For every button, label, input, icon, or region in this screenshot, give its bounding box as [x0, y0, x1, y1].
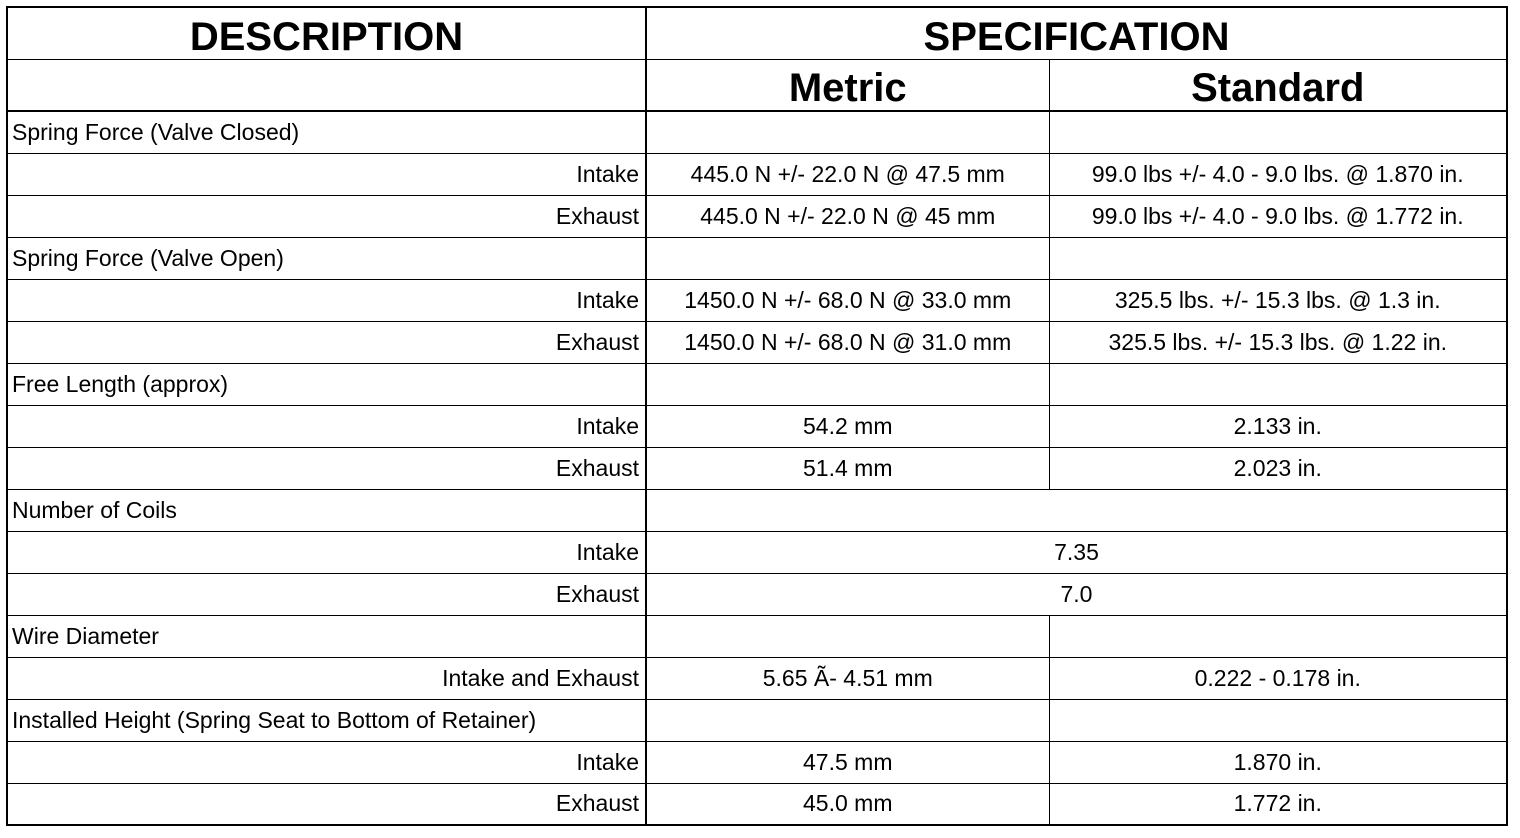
table-row: [7, 741, 1507, 783]
empty-cell: [646, 699, 1049, 741]
metric-value: 51.4 mm: [646, 447, 1049, 489]
row-label: Intake and Exhaust: [7, 657, 646, 699]
standard-value: 99.0 lbs +/- 4.0 - 9.0 lbs. @ 1.870 in.: [1049, 153, 1507, 195]
standard-value: 99.0 lbs +/- 4.0 - 9.0 lbs. @ 1.772 in.: [1049, 195, 1507, 237]
standard-value: 2.133 in.: [1049, 405, 1507, 447]
empty-cell: [1049, 111, 1507, 153]
empty-cell: [646, 615, 1049, 657]
specification-header: SPECIFICATION: [646, 7, 1507, 59]
table-row: [7, 573, 1507, 615]
empty-cell: [1049, 699, 1507, 741]
metric-value: 45.0 mm: [646, 783, 1049, 825]
row-label: Exhaust: [7, 321, 646, 363]
table-row: [7, 783, 1507, 825]
section-title: Installed Height (Spring Seat to Bottom of Retainer): [7, 699, 646, 741]
table-row: [7, 153, 1507, 195]
empty-cell: [646, 111, 1049, 153]
metric-value: 47.5 mm: [646, 741, 1049, 783]
metric-value: 5.65 Ã- 4.51 mm: [646, 657, 1049, 699]
section-row: [7, 615, 1507, 657]
section-row: [7, 699, 1507, 741]
row-label: Intake: [7, 405, 646, 447]
description-header-blank: [7, 59, 646, 111]
section-title: Number of Coils: [7, 489, 646, 531]
row-label: Intake: [7, 153, 646, 195]
header-row-units: [7, 59, 1507, 111]
empty-cell: [1049, 615, 1507, 657]
empty-cell: [1049, 237, 1507, 279]
row-label: Exhaust: [7, 447, 646, 489]
table-row: [7, 195, 1507, 237]
standard-value: 325.5 lbs. +/- 15.3 lbs. @ 1.3 in.: [1049, 279, 1507, 321]
table-row: [7, 279, 1507, 321]
metric-value: 1450.0 N +/- 68.0 N @ 31.0 mm: [646, 321, 1049, 363]
section-row: [7, 489, 1507, 531]
empty-cell: [646, 237, 1049, 279]
metric-value: 1450.0 N +/- 68.0 N @ 33.0 mm: [646, 279, 1049, 321]
section-title: Wire Diameter: [7, 615, 646, 657]
row-label: Exhaust: [7, 783, 646, 825]
table-row: [7, 321, 1507, 363]
section-row: [7, 111, 1507, 153]
standard-value: 2.023 in.: [1049, 447, 1507, 489]
section-title: Spring Force (Valve Closed): [7, 111, 646, 153]
standard-value: 1.870 in.: [1049, 741, 1507, 783]
standard-value: 0.222 - 0.178 in.: [1049, 657, 1507, 699]
valve-spring-spec-table: [6, 6, 1508, 826]
section-title: Free Length (approx): [7, 363, 646, 405]
table-row: [7, 405, 1507, 447]
row-label: Intake: [7, 279, 646, 321]
metric-value: 54.2 mm: [646, 405, 1049, 447]
row-label: Exhaust: [7, 573, 646, 615]
table-row: [7, 531, 1507, 573]
table-row: [7, 657, 1507, 699]
header-row-top: [7, 7, 1507, 59]
metric-value: 445.0 N +/- 22.0 N @ 47.5 mm: [646, 153, 1049, 195]
table-row: [7, 447, 1507, 489]
empty-cell: [646, 363, 1049, 405]
row-label: Exhaust: [7, 195, 646, 237]
metric-value: 445.0 N +/- 22.0 N @ 45 mm: [646, 195, 1049, 237]
empty-cell: [1049, 363, 1507, 405]
description-header: DESCRIPTION: [7, 7, 646, 59]
merged-value: 7.35: [646, 531, 1507, 573]
empty-cell: [646, 489, 1507, 531]
section-title: Spring Force (Valve Open): [7, 237, 646, 279]
row-label: Intake: [7, 531, 646, 573]
section-row: [7, 237, 1507, 279]
section-row: [7, 363, 1507, 405]
metric-header: Metric: [646, 59, 1049, 111]
merged-value: 7.0: [646, 573, 1507, 615]
standard-value: 325.5 lbs. +/- 15.3 lbs. @ 1.22 in.: [1049, 321, 1507, 363]
row-label: Intake: [7, 741, 646, 783]
standard-value: 1.772 in.: [1049, 783, 1507, 825]
standard-header: Standard: [1049, 59, 1507, 111]
